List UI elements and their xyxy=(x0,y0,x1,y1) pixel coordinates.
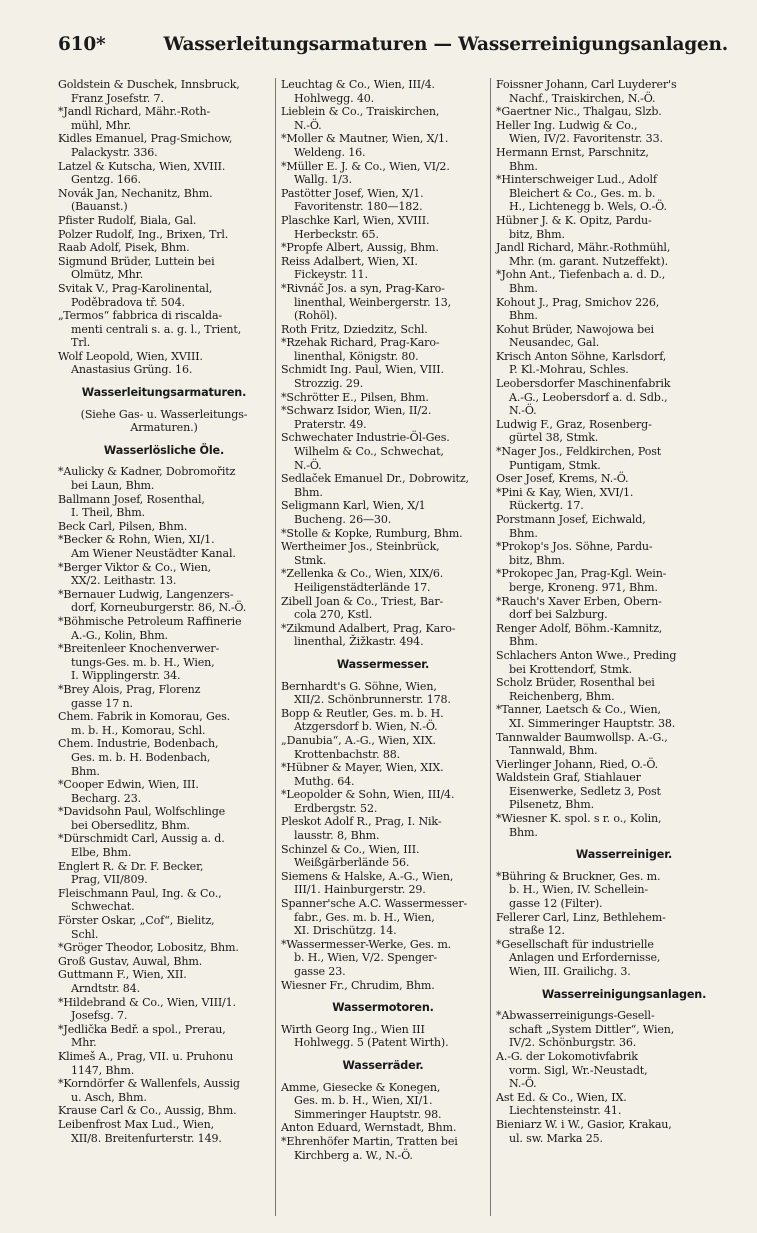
entry-line: *Korndörfer & Wallenfels, Aussig xyxy=(58,1077,240,1091)
entry-line: Scholz Brüder, Rosenthal bei xyxy=(496,676,655,690)
entry-line: *Rauch's Xaver Erben, Obern- xyxy=(496,594,662,608)
section-heading: Wasserleitungsarmaturen. xyxy=(81,386,247,400)
entry-line: „Termos“ fabbrica di riscalda- xyxy=(58,309,223,323)
entry-line: Oser Josef, Krems, N.-Ö. xyxy=(496,472,629,486)
entry-line: Kohut Brüder, Nawojowa bei xyxy=(496,322,654,336)
entry-line: *Dürschmidt Carl, Aussig a. d. xyxy=(58,832,225,846)
entry-continuation: gasse 12 (Filter). xyxy=(509,897,603,911)
entry-line: *Zellenka & Co., Wien, XIX/6. xyxy=(281,567,444,581)
entry-line: Krause Carl & Co., Aussig, Bhm. xyxy=(58,1104,237,1118)
entry-line: Fellerer Carl, Linz, Bethlehem- xyxy=(496,910,666,924)
entry-line: Pastötter Josef, Wien, X/1. xyxy=(281,186,424,200)
entry-line: *Wiesner K. spol. s r. o., Kolin, xyxy=(496,812,662,826)
entry-continuation: Arndtstr. 84. xyxy=(71,982,140,995)
entry-line: *Aulicky & Kadner, Dobromořitz xyxy=(58,465,236,479)
entry-line: Latzel & Kutscha, Wien, XVIII. xyxy=(58,159,226,173)
entry-continuation: Kirchberg a. W., N.-Ö. xyxy=(294,1148,413,1162)
entry-continuation: Wilhelm & Co., Schwechat, xyxy=(294,445,444,459)
entry-line: *Abwasserreinigungs-Gesell- xyxy=(496,1009,655,1023)
entry-continuation: dorf, Korneuburgerstr. 86, N.-Ö. xyxy=(71,601,247,615)
entry-line: *John Ant., Tiefenbach a. d. D., xyxy=(496,268,666,282)
entry-continuation: Anlagen und Erfordernisse, xyxy=(509,951,661,965)
entry-line: Waldstein Graf, Stiahlauer xyxy=(496,771,641,785)
entry-line: Bopp & Reutler, Ges. m. b. H. xyxy=(281,706,444,720)
entry-continuation: Bhm. xyxy=(509,159,538,173)
entry-continuation: straße 12. xyxy=(509,924,565,938)
entry-line: Chem. Fabrik in Komorau, Ges. xyxy=(58,710,231,724)
entry-continuation: A.-G., Leobersdorf a. d. Sdb., xyxy=(509,390,668,404)
entry-continuation: schaft „System Dittler“, Wien, xyxy=(509,1022,675,1036)
entry-continuation: mühl, Mhr. xyxy=(71,118,132,132)
entry-line: Wirth Georg Ing., Wien III xyxy=(281,1022,425,1036)
entry-line: „Danubia“, A.-G., Wien, XIX. xyxy=(281,733,436,747)
entry-line: *Böhmische Petroleum Raffinerie xyxy=(58,614,242,628)
entry-line: *Brey Alois, Prag, Florenz xyxy=(58,682,201,696)
entry-continuation: (Rohöl). xyxy=(294,309,338,323)
entry-continuation: Liechtensteinstr. 41. xyxy=(509,1104,622,1118)
entry-continuation: XII/8. Breitenfurterstr. 149. xyxy=(71,1131,222,1145)
section-heading: Wassermesser. xyxy=(336,657,430,671)
entry-continuation: XI. Drischützg. 14. xyxy=(294,924,397,938)
entry-continuation: dorf bei Salzburg. xyxy=(509,608,608,622)
entry-continuation: gasse 23. xyxy=(294,965,346,978)
page-header xyxy=(58,34,748,55)
entry-line: *Hildebrand & Co., Wien, VIII/1. xyxy=(58,995,236,1009)
entry-line: *Gesellschaft für industrielle xyxy=(496,937,654,951)
page-title: Wasserleitungsarmaturen — Wasserreinigungsanlagen. xyxy=(163,34,729,55)
entry-continuation: lausstr. 8, Bhm. xyxy=(294,829,380,843)
entry-continuation: XII/2. Schönbrunnerstr. 178. xyxy=(294,693,451,707)
entry-continuation: Schwechat. xyxy=(71,900,135,914)
entry-line: Schwechater Industrie-Öl-Ges. xyxy=(281,431,450,445)
entry-continuation: gürtel 38, Stmk. xyxy=(509,431,599,445)
entry-line: *Bühring & Bruckner, Ges. m. xyxy=(496,869,661,883)
entry-continuation: Ges. m. b. H., Wien, XI/1. xyxy=(294,1094,433,1108)
column-right xyxy=(490,78,752,1216)
entry-line: Ast Ed. & Co., Wien, IX. xyxy=(496,1090,627,1104)
entry-line: Leibenfrost Max Lud., Wien, xyxy=(58,1117,214,1131)
entry-line: *Schrötter E., Pilsen, Bhm. xyxy=(281,390,429,404)
entry-line: Novák Jan, Nechanitz, Bhm. xyxy=(58,186,213,200)
entry-line: Polzer Rudolf, Ing., Brixen, Trl. xyxy=(58,227,229,241)
entry-continuation: Schl. xyxy=(71,927,99,941)
entry-line: Zibell Joan & Co., Triest, Bar- xyxy=(281,594,444,608)
entry-line: Roth Fritz, Dziedzitz, Schl. xyxy=(281,322,428,336)
entry-line: A.-G. der Lokomotivfabrik xyxy=(496,1049,638,1063)
entry-continuation: Puntigam, Stmk. xyxy=(509,458,601,472)
entry-line: Ludwig F., Graz, Rosenberg- xyxy=(496,417,652,431)
entry-continuation: menti centrali s. a. g. l., Trient, xyxy=(71,322,242,336)
entry-line: Wertheimer Jos., Steinbrück, xyxy=(281,540,440,554)
entry-line: Förster Oskar, „Cof“, Bielitz, xyxy=(58,914,215,928)
entry-continuation: Bucheng. 26—30. xyxy=(294,513,392,526)
cross-reference-note: Armaturen.) xyxy=(130,421,198,435)
entry-line: *Jandl Richard, Mähr.-Roth- xyxy=(58,105,211,119)
section-heading: Wasserräder. xyxy=(342,1058,424,1072)
entry-continuation: Elbe, Bhm. xyxy=(71,846,132,860)
entry-continuation: Poděbradova tř. 504. xyxy=(71,295,185,309)
entry-continuation: III/1. Hainburgerstr. 29. xyxy=(294,883,426,897)
entry-line: Vierlinger Johann, Ried, O.-Ö. xyxy=(496,757,659,771)
entry-continuation: Pilsenetz, Bhm. xyxy=(509,798,594,812)
entry-line: Anton Eduard, Wernstadt, Bhm. xyxy=(281,1121,457,1135)
entry-line: Groß Gustav, Auwal, Bhm. xyxy=(58,954,203,968)
entry-line: Goldstein & Duschek, Innsbruck, xyxy=(58,78,240,91)
entry-line: *Prokop's Jos. Söhne, Pardu- xyxy=(496,540,653,554)
entry-line: Schlachers Anton Wwe., Preding xyxy=(496,648,677,662)
entry-continuation: Erdbergstr. 52. xyxy=(294,801,378,815)
entry-continuation: bei Krottendorf, Stmk. xyxy=(509,662,633,676)
entry-line: Seligmann Karl, Wien, X/1 xyxy=(281,499,426,513)
entry-line: Porstmann Josef, Eichwald, xyxy=(496,513,646,526)
entry-line: *Schwarz Isidor, Wien, II/2. xyxy=(281,404,432,418)
entry-line: Englert R. & Dr. F. Becker, xyxy=(58,859,204,873)
entry-continuation: Becharg. 23. xyxy=(71,791,141,805)
entry-continuation: N.-Ö. xyxy=(294,118,322,132)
entry-line: Bernhardt's G. Söhne, Wien, xyxy=(281,679,437,693)
entry-line: Pfister Rudolf, Biala, Gal. xyxy=(58,213,197,227)
entry-line: *Leopolder & Sohn, Wien, III/4. xyxy=(281,788,455,802)
entry-continuation: linenthal, Žižkastr. 494. xyxy=(294,635,424,649)
entry-continuation: Anastasius Grüng. 16. xyxy=(71,363,193,377)
entry-line: Tannwalder Baumwollsp. A.-G., xyxy=(496,730,668,744)
section-heading: Wasserreinigungsanlagen. xyxy=(541,987,707,1001)
entry-continuation: 1147, Bhm. xyxy=(71,1063,135,1077)
entry-line: Svitak V., Prag-Karolinental, xyxy=(58,281,213,295)
entry-continuation: bei Laun, Bhm. xyxy=(71,479,155,493)
entry-line: *Gaertner Nic., Thalgau, Slzb. xyxy=(496,105,662,119)
entry-continuation: Simmeringer Hauptstr. 98. xyxy=(294,1107,442,1121)
column-middle xyxy=(275,78,490,1216)
entry-continuation: Rückertg. 17. xyxy=(509,499,584,513)
entry-continuation: XI. Simmeringer Hauptstr. 38. xyxy=(509,716,676,730)
entry-line: *Prokopec Jan, Prag-Kgl. Wein- xyxy=(496,567,667,581)
entry-line: Hermann Ernst, Parschnitz, xyxy=(496,145,649,159)
entry-line: Reiss Adalbert, Wien, XI. xyxy=(281,254,418,268)
entry-continuation: b. H., Wien, IV. Schellein- xyxy=(509,883,649,897)
entry-continuation: fabr., Ges. m. b. H., Wien, xyxy=(294,910,435,924)
entry-line: Kohout J., Prag, Smichov 226, xyxy=(496,295,660,309)
entry-continuation: Tannwald, Bhm. xyxy=(509,744,598,758)
entry-continuation: Nachf., Traiskirchen, N.-Ö. xyxy=(509,91,656,105)
entry-continuation: Praterstr. 49. xyxy=(294,417,367,431)
entry-line: Lieblein & Co., Traiskirchen, xyxy=(281,105,440,119)
entry-continuation: Krottenbachstr. 88. xyxy=(294,747,401,761)
entry-line: Fleischmann Paul, Ing. & Co., xyxy=(58,886,222,900)
entry-continuation: Fickeystr. 11. xyxy=(294,268,368,282)
entry-continuation: ul. sw. Marka 25. xyxy=(509,1131,603,1145)
entry-continuation: Am Wiener Neustädter Kanal. xyxy=(71,547,236,560)
entry-continuation: (Bauanst.) xyxy=(71,200,128,214)
entry-line: Chem. Industrie, Bodenbach, xyxy=(58,737,219,751)
entry-continuation: I. Theil, Bhm. xyxy=(71,506,145,520)
entry-continuation: Gentzg. 166. xyxy=(71,173,141,187)
entry-line: *Wassermesser-Werke, Ges. m. xyxy=(281,937,452,951)
entry-continuation: Hohlwegg. 40. xyxy=(294,91,375,105)
entry-continuation: b. H., Wien, V/2. Spenger- xyxy=(294,951,438,965)
entry-line: *Davidsohn Paul, Wolfschlinge xyxy=(58,805,226,819)
entry-line: Guttmann F., Wien, XII. xyxy=(58,968,187,982)
entry-continuation: Muthg. 64. xyxy=(294,774,355,788)
entry-continuation: Bhm. xyxy=(509,635,538,649)
section-heading: Wasserreiniger. xyxy=(575,848,673,862)
entry-line: Bieniarz W. i W., Gasior, Krakau, xyxy=(496,1117,672,1131)
entry-continuation: Weldeng. 16. xyxy=(294,145,366,159)
entry-continuation: Bhm. xyxy=(71,764,100,778)
entry-continuation: Bhm. xyxy=(294,485,323,499)
column-left xyxy=(58,78,275,1216)
entry-line: *Müller E. J. & Co., Wien, VI/2. xyxy=(281,159,450,173)
entry-continuation: Wien, III. Grailichg. 3. xyxy=(509,965,631,978)
entry-line: Spanner'sche A.C. Wassermesser- xyxy=(281,897,468,911)
entry-line: *Becker & Rohn, Wien, XI/1. xyxy=(58,533,215,547)
entry-line: *Tanner, Laetsch & Co., Wien, xyxy=(496,703,661,717)
entry-continuation: N.-Ö. xyxy=(294,458,322,472)
entry-continuation: Franz Josefstr. 7. xyxy=(71,91,164,105)
entry-line: Leobersdorfer Maschinenfabrik xyxy=(496,377,671,391)
entry-continuation: linenthal, Weinbergerstr. 13, xyxy=(294,295,452,309)
entry-continuation: XX/2. Leithastr. 13. xyxy=(71,574,177,588)
entry-line: Sedlaček Emanuel Dr., Dobrowitz, xyxy=(281,472,469,486)
entry-continuation: linenthal, Königstr. 80. xyxy=(294,349,419,363)
entry-continuation: Eisenwerke, Sedletz 3, Post xyxy=(509,784,661,798)
entry-continuation: Mhr. xyxy=(71,1036,97,1050)
entry-line: Hübner J. & K. Opitz, Pardu- xyxy=(496,213,652,227)
entry-line: Renger Adolf, Böhm.-Kamnitz, xyxy=(496,621,663,635)
entry-line: Wiesner Fr., Chrudim, Bhm. xyxy=(281,978,435,992)
entry-line: Foissner Johann, Carl Luyderer's xyxy=(496,78,677,91)
entry-continuation: Palackystr. 336. xyxy=(71,145,158,159)
entry-line: Amme, Giesecke & Konegen, xyxy=(281,1080,441,1094)
entry-line: Plaschke Karl, Wien, XVIII. xyxy=(281,213,430,227)
section-heading: Wasserlösliche Öle. xyxy=(103,443,225,457)
entry-continuation: cola 270, Kstl. xyxy=(294,608,373,622)
entry-continuation: Favoritenstr. 180—182. xyxy=(294,200,423,214)
entry-continuation: Strozzig. 29. xyxy=(294,377,364,391)
entry-line: Beck Carl, Pilsen, Bhm. xyxy=(58,519,188,533)
entry-line: Siemens & Halske, A.-G., Wien, xyxy=(281,869,454,883)
entry-continuation: I. Wipplingerstr. 34. xyxy=(71,669,181,683)
entry-continuation: Reichenberg, Bhm. xyxy=(509,689,615,703)
entry-line: Ballmann Josef, Rosenthal, xyxy=(58,492,205,506)
entry-continuation: Prag, VII/809. xyxy=(71,873,148,887)
entry-line: Jandl Richard, Mähr.-Rothmühl, xyxy=(496,241,671,255)
cross-reference-note: (Siehe Gas- u. Wasserleitungs- xyxy=(80,407,248,421)
entry-continuation: H., Lichtenegg b. Wels, O.-Ö. xyxy=(509,200,667,214)
entry-line: Sigmund Brüder, Luttein bei xyxy=(58,254,215,268)
entry-continuation: Neusandec, Gal. xyxy=(509,336,600,350)
entry-continuation: Bhm. xyxy=(509,825,538,839)
entry-line: Schmidt Ing. Paul, Wien, VIII. xyxy=(281,363,444,377)
entry-continuation: Heiligenstädterlände 17. xyxy=(294,580,431,594)
entry-continuation: Stmk. xyxy=(294,553,327,567)
entry-continuation: N.-Ö. xyxy=(509,1077,537,1091)
entry-continuation: N.-Ö. xyxy=(509,404,537,418)
entry-continuation: Herbeckstr. 65. xyxy=(294,227,379,241)
entry-continuation: Wien, IV/2. Favoritenstr. 33. xyxy=(509,132,663,146)
entry-line: *Hinterschweiger Lud., Adolf xyxy=(496,173,657,187)
entry-continuation: Bleichert & Co., Ges. m. b. xyxy=(509,186,656,200)
entry-line: *Ehrenhöfer Martin, Tratten bei xyxy=(281,1134,458,1148)
entry-line: *Berger Viktor & Co., Wien, xyxy=(58,560,212,574)
entry-line: *Gröger Theodor, Lobositz, Bhm. xyxy=(58,941,239,955)
entry-continuation: tungs-Ges. m. b. H., Wien, xyxy=(71,655,215,669)
entry-line: *Stolle & Kopke, Rumburg, Bhm. xyxy=(281,526,463,540)
entry-continuation: gasse 17 n. xyxy=(71,696,133,710)
entry-line: Klimeš A., Prag, VII. u. Pruhonu xyxy=(58,1049,234,1063)
entry-line: *Zikmund Adalbert, Prag, Karo- xyxy=(281,621,456,635)
entry-continuation: berge, Kroneng. 971, Bhm. xyxy=(509,580,658,594)
entry-continuation: Bhm. xyxy=(509,281,538,295)
entry-line: Raab Adolf, Pisek, Bhm. xyxy=(58,241,190,255)
entry-line: *Rivnáč Jos. a syn, Prag-Karo- xyxy=(281,281,445,295)
entry-continuation: Trl. xyxy=(71,336,91,350)
entry-line: Krisch Anton Söhne, Karlsdorf, xyxy=(496,349,667,363)
entry-continuation: vorm. Sigl, Wr.-Neustadt, xyxy=(509,1063,648,1077)
entry-continuation: Atzgersdorf b. Wien, N.-Ö. xyxy=(294,720,438,734)
entry-continuation: Weißgärberlände 56. xyxy=(294,856,410,870)
entry-continuation: Mhr. (m. garant. Nutzeffekt). xyxy=(509,254,669,268)
directory-columns xyxy=(58,78,752,1216)
entry-line: Heller Ing. Ludwig & Co., xyxy=(496,118,638,132)
entry-line: *Jedlička Bedř. a spol., Prerau, xyxy=(58,1022,226,1036)
entry-line: *Nager Jos., Feldkirchen, Post xyxy=(496,445,662,459)
entry-continuation: Bhm. xyxy=(509,526,538,540)
page-number: 610* xyxy=(58,34,106,55)
entry-continuation: Ges. m. b. H. Bodenbach, xyxy=(71,750,211,764)
entry-line: Wolf Leopold, Wien, XVIII. xyxy=(58,349,203,363)
entry-line: *Propfe Albert, Aussig, Bhm. xyxy=(281,241,439,255)
entry-continuation: A.-G., Kolin, Bhm. xyxy=(71,628,168,642)
entry-line: *Hübner & Mayer, Wien, XIX. xyxy=(281,761,444,775)
entry-line: Kidles Emanuel, Prag-Smichow, xyxy=(58,132,233,146)
entry-line: Leuchtag & Co., Wien, III/4. xyxy=(281,78,435,91)
entry-continuation: bitz, Bhm. xyxy=(509,553,565,567)
entry-line: *Breitenleer Knochenverwer- xyxy=(58,642,220,656)
entry-line: Schinzel & Co., Wien, III. xyxy=(281,842,420,856)
entry-continuation: P. Kl.-Mohrau, Schles. xyxy=(509,363,629,377)
entry-continuation: bei Obersedlitz, Bhm. xyxy=(71,818,190,832)
section-heading: Wassermotoren. xyxy=(332,1001,434,1015)
entry-continuation: Hohlwegg. 5 (Patent Wirth). xyxy=(294,1036,449,1050)
entry-line: *Rzehak Richard, Prag-Karo- xyxy=(281,336,440,350)
entry-continuation: u. Asch, Bhm. xyxy=(71,1090,147,1104)
entry-line: *Moller & Mautner, Wien, X/1. xyxy=(281,132,449,146)
entry-continuation: Josefsg. 7. xyxy=(71,1009,128,1023)
entry-line: Pleskot Adolf R., Prag, I. Nik- xyxy=(281,815,442,829)
entry-continuation: Bhm. xyxy=(509,309,538,323)
entry-continuation: bitz, Bhm. xyxy=(509,227,565,241)
entry-line: *Bernauer Ludwig, Langenzers- xyxy=(58,587,234,601)
entry-continuation: IV/2. Schönburgstr. 36. xyxy=(509,1036,637,1050)
entry-continuation: Wallg. 1/3. xyxy=(294,173,353,187)
entry-line: *Cooper Edwin, Wien, III. xyxy=(58,778,199,792)
entry-line: *Pini & Kay, Wien, XVI/1. xyxy=(496,485,634,499)
entry-continuation: m. b. H., Komorau, Schl. xyxy=(71,723,206,737)
entry-continuation: Olmütz, Mhr. xyxy=(71,268,143,282)
